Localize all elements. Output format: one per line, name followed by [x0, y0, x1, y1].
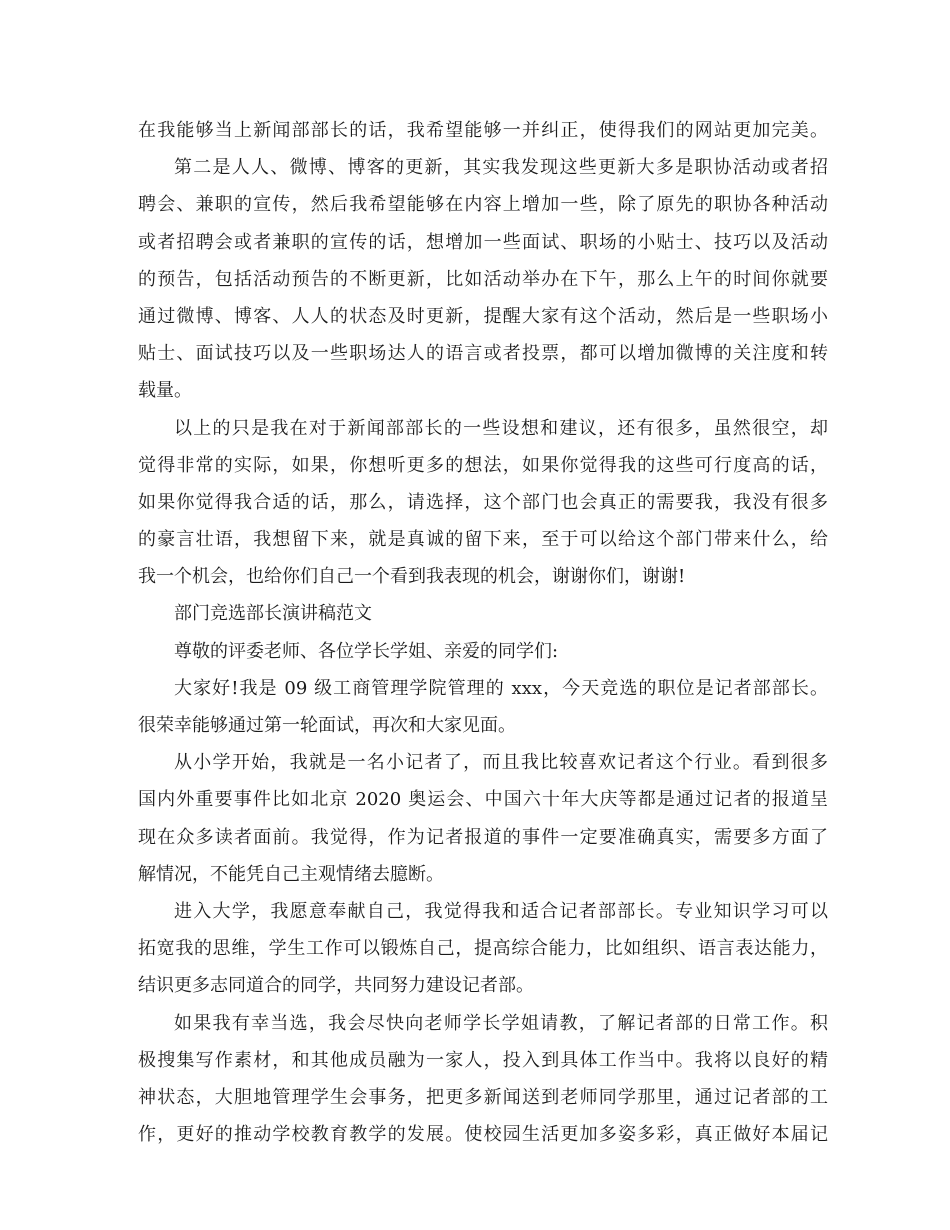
text-line: 现在众多读者面前。我觉得，作为记者报道的事件一定要准确真实，需要多方面了 [138, 826, 828, 848]
text-line: 贴士、面试技巧以及一些职场达人的语言或者投票，都可以增加微博的关注度和转 [138, 343, 828, 365]
text-line: 极搜集写作素材，和其他成员融为一家人，投入到具体工作当中。我将以良好的精 [138, 1049, 828, 1071]
text-line: 解情况，不能凭自己主观情绪去臆断。 [138, 863, 444, 885]
paragraph-start-line: 进入大学，我愿意奉献自己，我觉得我和适合记者部部长。专业知识学习可以 [174, 900, 828, 922]
text-line: 结识更多志同道合的同学，共同努力建设记者部。 [138, 975, 534, 997]
section-title: 部门竞选部长演讲稿范文 [174, 603, 372, 625]
text-line: 在我能够当上新闻部部长的话，我希望能够一并纠正，使得我们的网站更加完美。 [138, 120, 828, 141]
paragraph-start-line: 大家好!我是 09 级工商管理学院管理的 xxx，今天竞选的职位是记者部部长。 [174, 677, 828, 699]
text-line: 很荣幸能够通过第一轮面试，再次和大家见面。 [138, 715, 516, 736]
text-line: 觉得非常的实际，如果，你想听更多的想法，如果你觉得我的这些可行度高的话， [138, 454, 828, 476]
document-body [138, 112, 828, 1153]
text-line: 拓宽我的思维，学生工作可以锻炼自己，提高综合能力，比如组织、语言表达能力， [138, 938, 828, 960]
salutation: 尊敬的评委老师、各位学长学姐、亲爱的同学们: [174, 640, 559, 662]
text-line: 我一个机会，也给你们自己一个看到我表现的机会，谢谢你们，谢谢! [138, 566, 686, 588]
text-line: 的预告，包括活动预告的不断更新，比如活动举办在下午，那么上午的时间你就要 [138, 268, 828, 290]
text-line: 作，更好的推动学校教育教学的发展。使校园生活更加多姿多彩，真正做好本届记 [138, 1124, 828, 1146]
text-line: 聘会、兼职的宣传，然后我希望能够在内容上增加一些，除了原先的职协各种活动 [138, 194, 828, 216]
paragraph-start-line: 从小学开始，我就是一名小记者了，而且我比较喜欢记者这个行业。看到很多 [174, 752, 828, 774]
paragraph-start-line: 第二是人人、微博、博客的更新，其实我发现这些更新大多是职协活动或者招 [174, 157, 828, 179]
text-line: 如果你觉得我合适的话，那么，请选择，这个部门也会真正的需要我，我没有很多 [138, 491, 828, 513]
text-line: 载量。 [138, 380, 192, 402]
text-line: 国内外重要事件比如北京 2020 奥运会、中国六十年大庆等都是通过记者的报道呈 [138, 789, 828, 811]
text-line: 神状态，大胆地管理学生会事务，把更多新闻送到老师同学那里，通过记者部的工 [138, 1086, 828, 1108]
paragraph-start-line: 如果我有幸当选，我会尽快向老师学长学姐请教，了解记者部的日常工作。积 [174, 1012, 828, 1034]
text-line: 通过微博、博客、人人的状态及时更新，提醒大家有这个活动，然后是一些职场小 [138, 305, 828, 327]
text-line: 或者招聘会或者兼职的宣传的话，想增加一些面试、职场的小贴士、技巧以及活动 [138, 231, 828, 253]
paragraph-start-line: 以上的只是我在对于新闻部部长的一些设想和建议，还有很多，虽然很空，却 [174, 417, 828, 439]
text-line: 的豪言壮语，我想留下来，就是真诚的留下来，至于可以给这个部门带来什么，给 [138, 529, 828, 551]
